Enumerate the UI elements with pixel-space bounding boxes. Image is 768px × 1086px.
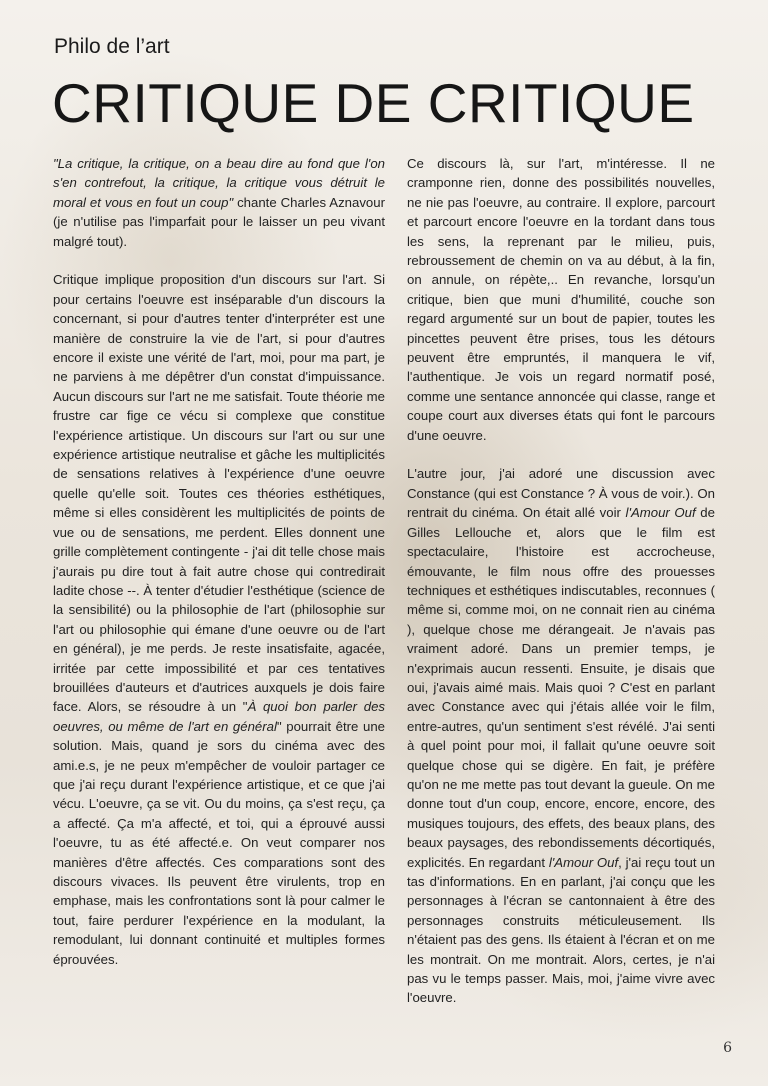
- book-title-italic: À quoi bon parler des oeuvres, ou même de l'art en général: [53, 699, 385, 734]
- paragraph-2-text-a: Critique implique proposition d'un discours sur l'art. Si pour certains l'oeuvre est inséparable d'un discours la concernant, si pour d'autres tenter d'interpréter est une manière de construire la vie de l'art, si pour d'autres encore il existe une vérité de l'art, moi, pour ma part, je ne parviens à me dépêtrer d'un constat d'impuissance. Aucun discours sur l'art ne me satisfait. Toute théorie me frustre car fige ce vécu si complexe que constitue l'expérience artistique. Un discours sur l'art ou sur une expérience artistique neutralise et gâche les multiplicités de sensations relatives à l'expérience d'une oeuvre quelle qu'elle soit. Toutes ces théories esthétiques, même si elles considèrent les multiplicités de points de vue ou de sensations, me perdent. Elles donnent une grille complètement contingente - j'ai dit telle chose mais j'aurais pu dire tout à fait autre chose qui contredirait ladite chose --. À tenter d'étudier l'esthétique (science de la sensibilité) ou la philosophie de l'art (philosophie sur l'art ou philosophie qui émane d'une oeuvre ou de l'art en général), je me perds. Je reste insatisfaite, agacée, irritée par cette impossibilité et par ces tentatives brouillées d'auteurs et d'autrices auxquels je dois faire face. Alors, se résoudre à un ": [53, 272, 385, 715]
- paragraph-1-text: chante Charles Aznavour (je n'utilise pas l'imparfait pour le laisser un peu vivant malgré tout).: [53, 194, 385, 249]
- left-column: [53, 154, 385, 969]
- film-title-italic: l'Amour Ouf: [625, 505, 696, 521]
- page-number: 6: [723, 1040, 732, 1056]
- paragraph-4-text-c: , j'ai reçu tout un tas d'informations. En en parlant, j'ai conçu que les personnages à l'écran se cantonnaient à être des personnages construits méticuleusement. Ils n'étaient pas des gens. Ils étaient à l'écran et on me les montrait. On me montrait. Alors, certes, je n'ai pas vu le temps passer. Mais, moi, j'aime vivre avec l'oeuvre.: [407, 854, 715, 1006]
- paragraph-4-text-b: de Gilles Lellouche et, alors que le film est spectaculaire, l'histoire est accrocheuse, émouvante, le film nous offre des prouesses techniques et esthétiques indiscutables, reconnues ( même si, comme moi, on ne connait rien au cinéma ), quelque chose me dérangeait. Je n'avais pas vraiment adoré. Dans un premier temps, je n'exprimais aucun ressenti. Ensuite, je disais que oui, j'avais aimé mais. Mais quoi ? C'est en parlant avec Constance avec qui j'étais allée voir le film, entre-autres, qu'un sentiment s'est révélé. J'ai senti à quel point pour moi, il fallait qu'une oeuvre soit quelque chose qui se digère. En fait, je préfère qu'on ne me mette pas tout devant la gueule. On me donne tout d'un coup, encore, encore, encore, des musiques toujours, des effets, des beaux plans, des beaux paysages, des rebondissements décortiqués, explicités. En regardant: [407, 505, 715, 870]
- aznavour-quote: "La critique, la critique, on a beau dire au fond que l'on s'en contrefout, la critique, la critique vous détruit le moral et vous en fout un coup": [53, 156, 385, 210]
- section-label: Philo de l’art: [54, 35, 170, 58]
- paragraph-2: [53, 270, 385, 969]
- paragraph-3: Ce discours là, sur l'art, m'intéresse. Il ne cramponne rien, donne des possibilités nouvelles, ne nie pas l'oeuvre, au contraire. Il explore, parcourt et parcourt encore l'oeuvre en la tordant dans tous les sens, la reprenant par le milieu, puis, rebroussement de chemin on va au début, à la fin, on annule, on répète,.. En revanche, lorsqu'un critique, bien que muni d'humilité, couche son regard argumenté sur un bout de papier, toutes les pincettes peuvent être prises, tous les détours peuvent être empruntés, il manquera le vif, l'authentique. Je vois un regard normatif posé, comme une sentance annoncée qui classe, range et coupe court aux diverses états qui font le parcours d'une oeuvre.: [407, 156, 715, 443]
- page-title: CRITIQUE DE CRITIQUE: [52, 72, 695, 134]
- paragraph-2-text-b: " pourrait être une solution. Mais, quand je sors du cinéma avec des ami.e.s, je ne peux m'empêcher de vouloir partager ce que j'ai reçu durant l'expérience artistique, et ce que j'ai vécu. L'oeuvre, ça se vit. Ou du moins, ça s'est reçu, ça a affecté. Ça m'a affecté, et toi, qui a éprouvé aussi l'oeuvre, tu as été affecté.e. On veut comparer nos manières d'être affectés. Ces comparations sont des discours vivaces. Ils peuvent être virulents, trop en emphase, mais les confrontations sont là pour calmer le tout, faire perdurer l'expérience en la modulant, la remodulant, lui donnant continuité et multiples formes éprouvées.: [53, 718, 385, 967]
- right-column: [407, 154, 715, 1008]
- paragraph-4: [407, 464, 715, 1007]
- film-title-italic-2: l'Amour Ouf: [548, 854, 619, 870]
- paragraph-1: [53, 154, 385, 251]
- paragraph-4-text-a: L'autre jour, j'ai adoré une discussion avec Constance (qui est Constance ? À vous de voir.). On rentrait du cinéma. On était allé voir: [407, 466, 715, 521]
